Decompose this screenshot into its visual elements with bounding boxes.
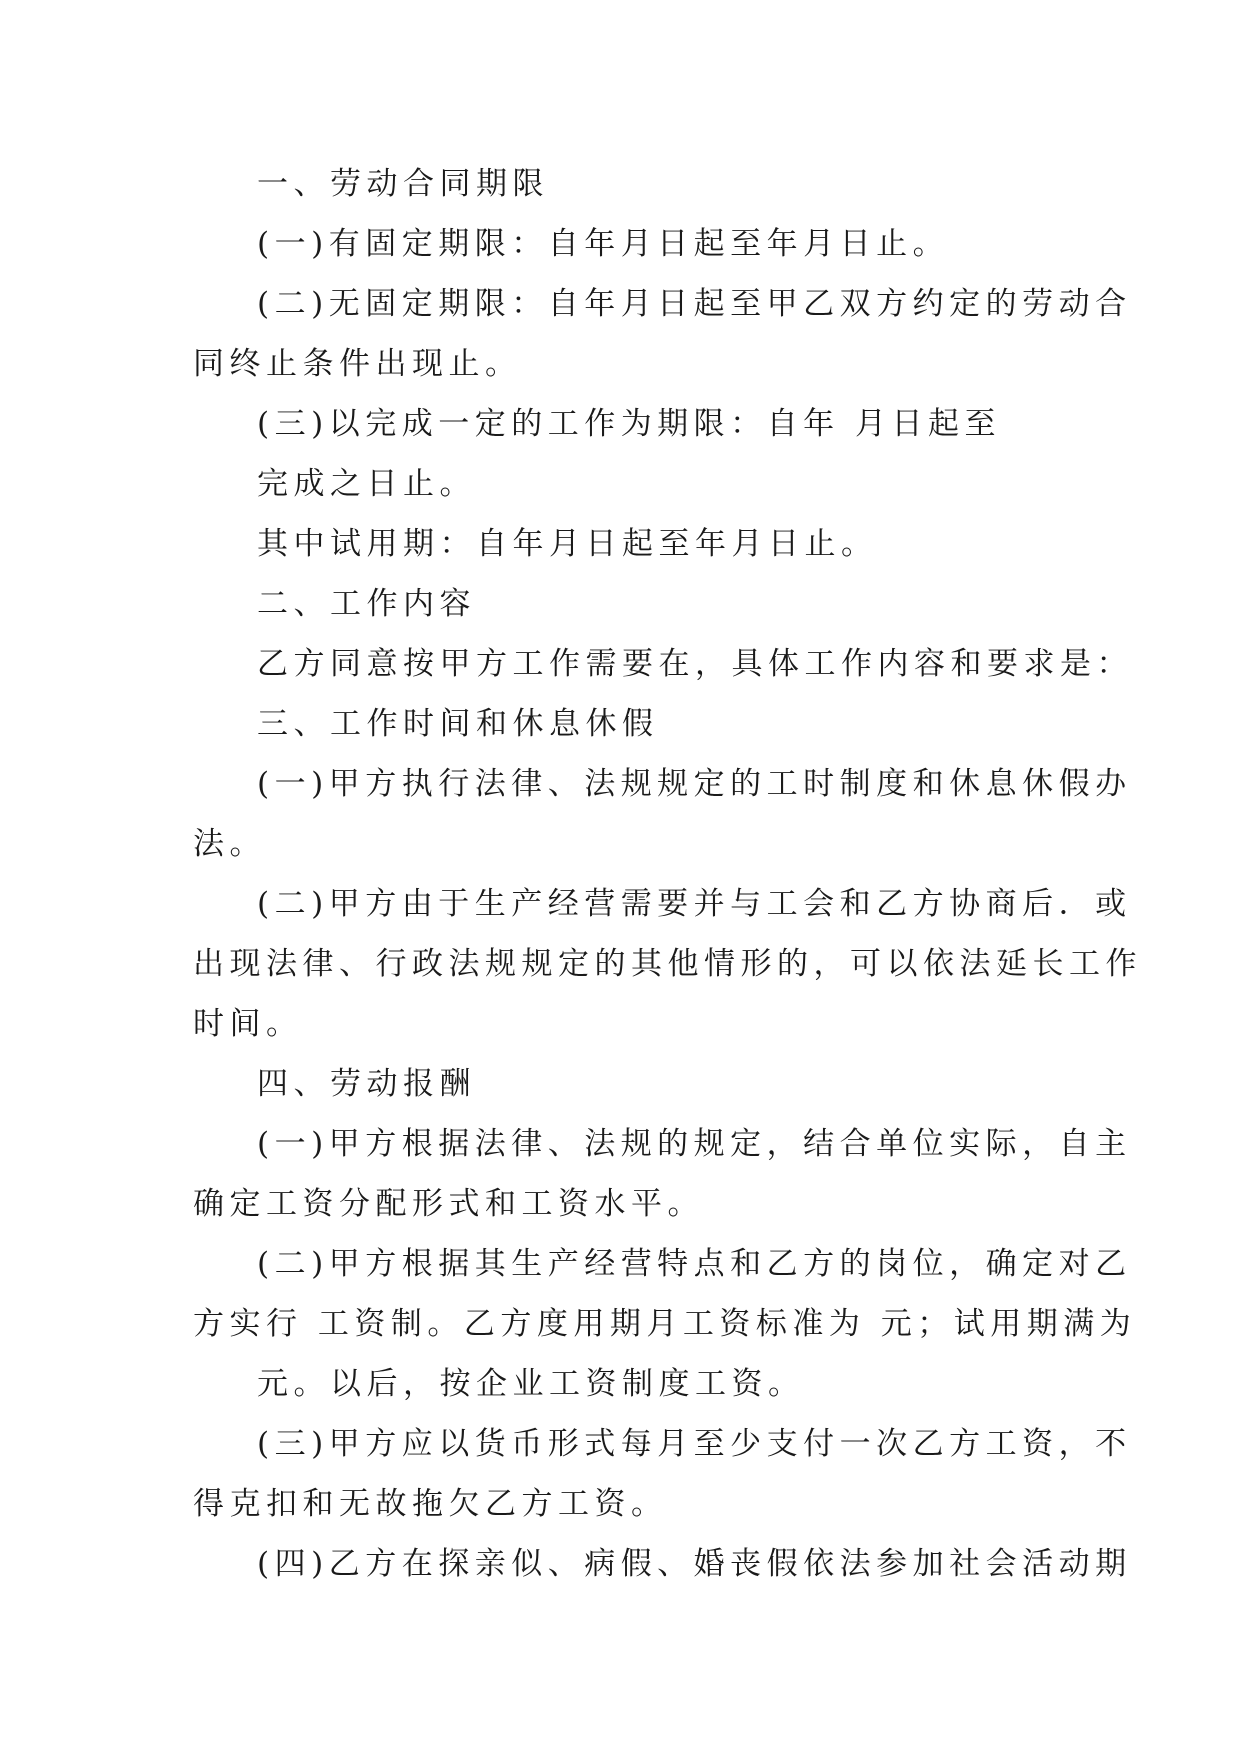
paragraph-line: (二)甲方根据其生产经营特点和乙方的岗位，确定对乙 xyxy=(257,1246,1132,1282)
paragraph-line: 同终止条件出现止。 xyxy=(193,346,522,382)
paragraph-line: (一)甲方根据法律、法规的规定，结合单位实际，自主 xyxy=(257,1126,1132,1162)
paragraph-line: (三)甲方应以货币形式每月至少支付一次乙方工资，不 xyxy=(257,1426,1132,1462)
paragraph-line: 方实行 工资制。乙方度用期月工资标准为 元；试用期满为 xyxy=(193,1306,1137,1342)
section-heading-work-content: 二、工作内容 xyxy=(257,586,476,622)
paragraph-line: 元。以后，按企业工资制度工资。 xyxy=(257,1366,805,1402)
paragraph-line: 乙方同意按甲方工作需要在，具体工作内容和要求是： xyxy=(257,646,1133,682)
paragraph-line: (三)以完成一定的工作为期限：自年 月日起至 xyxy=(257,406,1002,442)
section-heading-work-hours: 三、工作时间和休息休假 xyxy=(257,706,659,742)
paragraph-line: (一)甲方执行法律、法规规定的工时制度和休息休假办 xyxy=(257,766,1132,802)
paragraph-line: (一)有固定期限：自年月日起至年月日止。 xyxy=(257,226,950,262)
paragraph-line: (二)甲方由于生产经营需要并与工会和乙方协商后．或 xyxy=(257,886,1132,922)
paragraph-line: 得克扣和无故拖欠乙方工资。 xyxy=(193,1486,668,1522)
paragraph-line: 确定工资分配形式和工资水平。 xyxy=(193,1186,704,1222)
paragraph-line: 完成之日止。 xyxy=(257,466,476,502)
section-heading-remuneration: 四、劳动报酬 xyxy=(257,1066,476,1102)
section-heading-contract-term: 一、劳动合同期限 xyxy=(257,166,549,202)
paragraph-line: 时间。 xyxy=(193,1006,303,1042)
paragraph-line: 出现法律、行政法规规定的其他情形的，可以依法延长工作 xyxy=(193,946,1142,982)
paragraph-line: 其中试用期：自年月日起至年月日止。 xyxy=(257,526,878,562)
paragraph-line: (四)乙方在探亲似、病假、婚丧假依法参加社会活动期 xyxy=(257,1546,1132,1582)
paragraph-line: (二)无固定期限：自年月日起至甲乙双方约定的劳动合 xyxy=(257,286,1132,322)
paragraph-line: 法。 xyxy=(193,826,266,862)
